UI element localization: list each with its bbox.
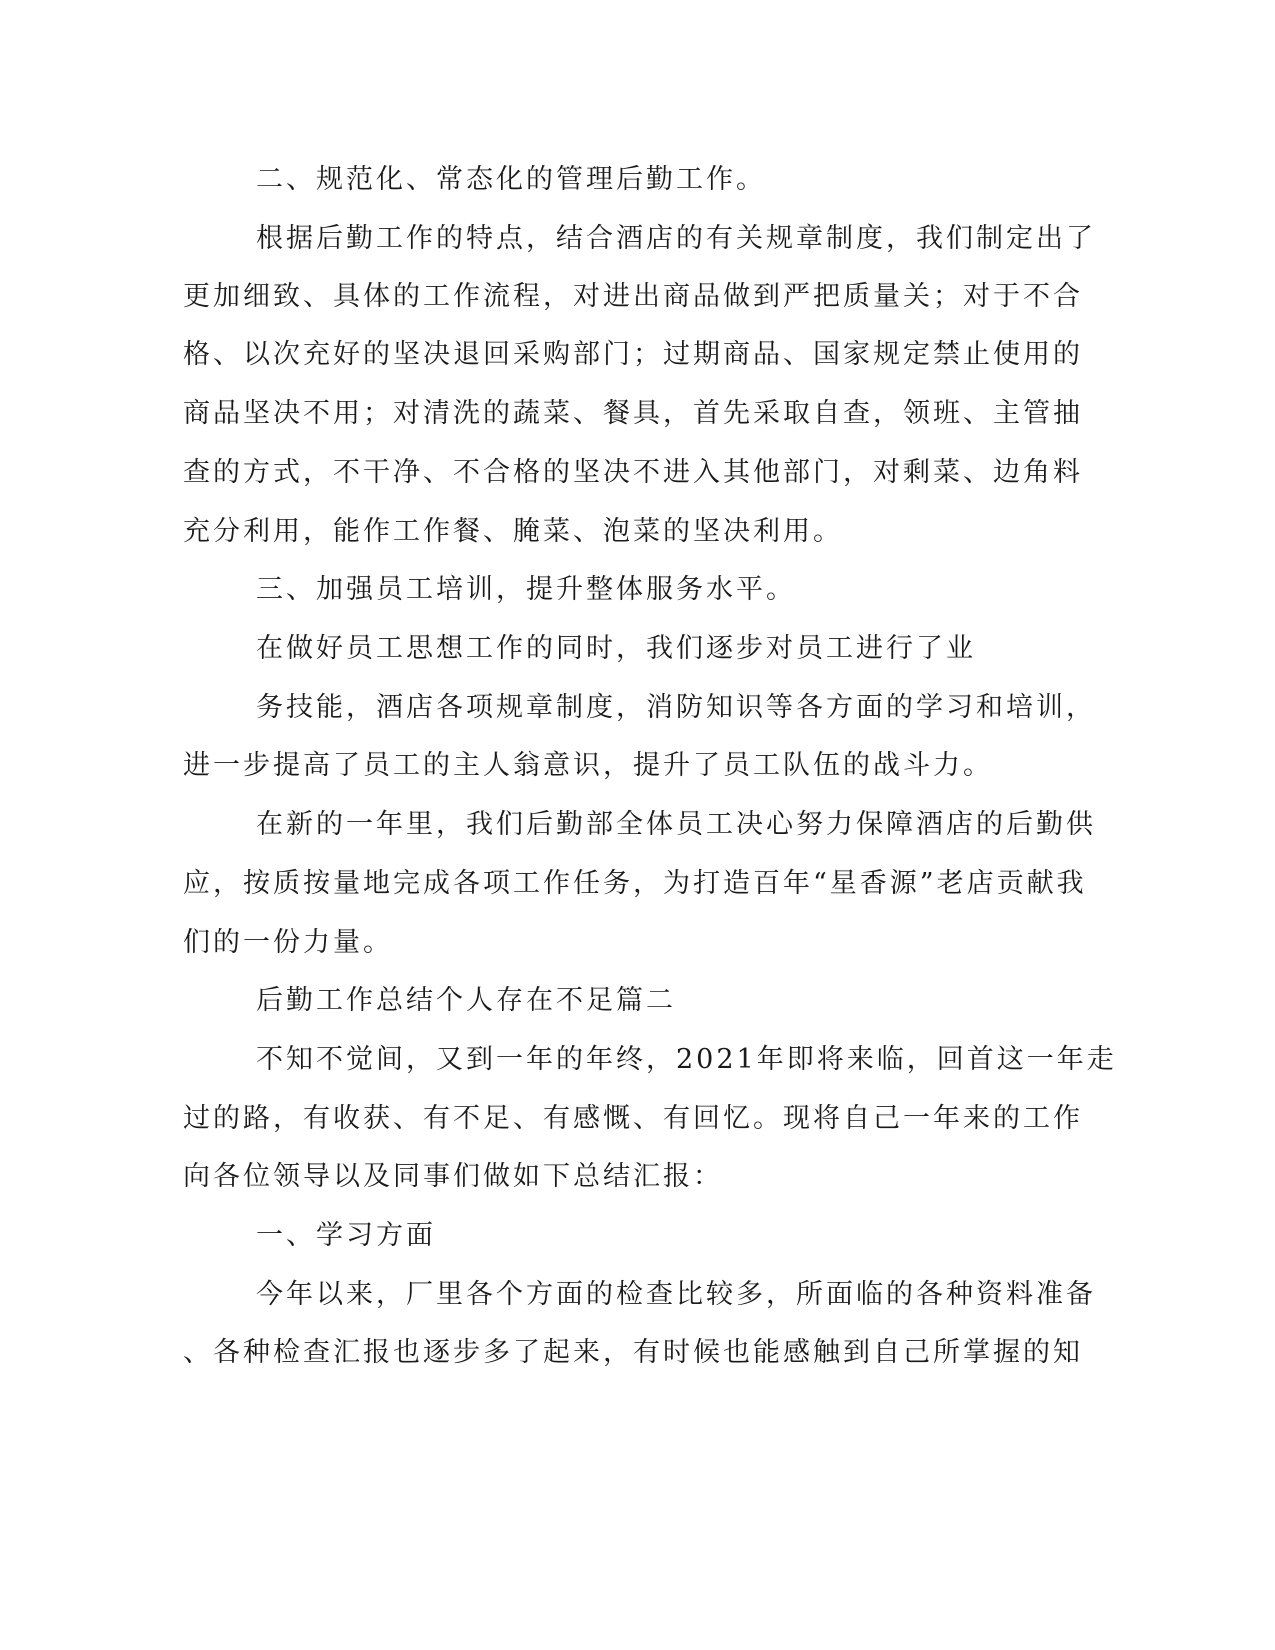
section-heading-3: 三、加强员工培训，提升整体服务水平。 [256, 574, 796, 605]
paragraph-line: 格、以次充好的坚决退回采购部门；过期商品、国家规定禁止使用的 [183, 339, 1083, 370]
paragraph-line: 务技能，酒店各项规章制度，消防知识等各方面的学习和培训， [256, 692, 1096, 723]
paragraph-line: 查的方式，不干净、不合格的坚决不进入其他部门，对剩菜、边角料 [183, 457, 1083, 488]
section-heading-1: 一、学习方面 [256, 1220, 436, 1251]
paragraph-line: 、各种检查汇报也逐步多了起来，有时候也能感触到自己所掌握的知 [183, 1337, 1083, 1368]
paragraph-line: 今年以来，厂里各个方面的检查比较多，所面临的各种资料准备 [256, 1279, 1096, 1310]
paragraph-line: 充分利用，能作工作餐、腌菜、泡菜的坚决利用。 [183, 516, 843, 547]
section-heading-2: 二、规范化、常态化的管理后勤工作。 [256, 164, 766, 195]
paragraph-line: 过的路，有收获、有不足、有感慨、有回忆。现将自己一年来的工作 [183, 1103, 1083, 1134]
paragraph-line: 在新的一年里，我们后勤部全体员工决心努力保障酒店的后勤供 [256, 809, 1096, 840]
paragraph-line: 不知不觉间，又到一年的年终，2021年即将来临，回首这一年走 [256, 1044, 1117, 1075]
paragraph-line: 应，按质按量地完成各项工作任务，为打造百年“星香源”老店贡献我 [183, 868, 1087, 899]
article-title: 后勤工作总结个人存在不足篇二 [256, 985, 676, 1016]
paragraph-line: 进一步提高了员工的主人翁意识，提升了员工队伍的战斗力。 [183, 750, 993, 781]
paragraph-line: 向各位领导以及同事们做如下总结汇报： [183, 1161, 723, 1192]
paragraph-line: 更加细致、具体的工作流程，对进出商品做到严把质量关；对于不合 [183, 281, 1083, 312]
paragraph-line: 在做好员工思想工作的同时，我们逐步对员工进行了业 [256, 633, 976, 664]
paragraph-line: 根据后勤工作的特点，结合酒店的有关规章制度，我们制定出了 [256, 223, 1096, 254]
paragraph-line: 商品坚决不用；对清洗的蔬菜、餐具，首先采取自查，领班、主管抽 [183, 398, 1083, 429]
paragraph-line: 们的一份力量。 [183, 927, 393, 958]
